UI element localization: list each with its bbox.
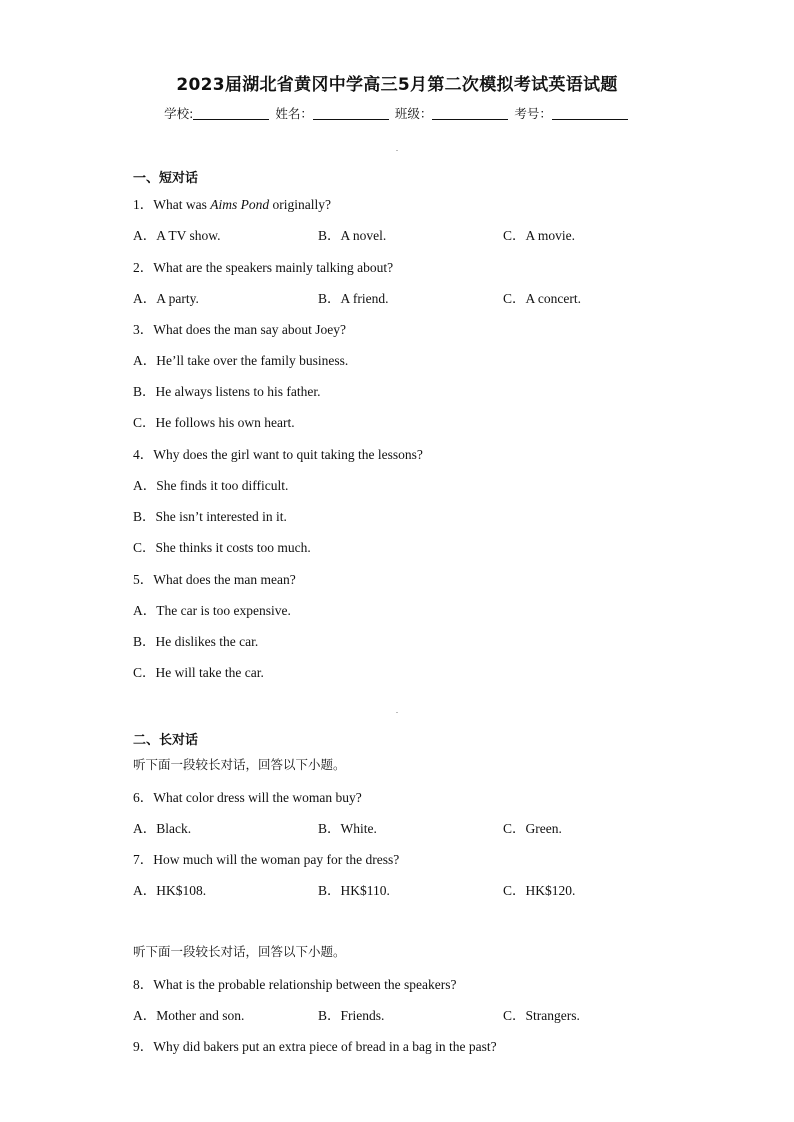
q6-option-c: C．Green. <box>503 821 562 836</box>
q3-option-b: B．He always listens to his father. <box>133 384 321 399</box>
q5-option-c: C．He will take the car. <box>133 665 264 680</box>
q8-option-c: C．Strangers. <box>503 1008 580 1023</box>
q5-option-a: A．The car is too expensive. <box>133 603 291 618</box>
q1-stem-em: Aims Pond <box>210 197 270 212</box>
name-blank[interactable] <box>313 107 389 120</box>
question-2-stem: 2．What are the speakers mainly talking about? <box>133 260 394 275</box>
q2-option-b: B．A friend. <box>318 291 389 306</box>
q3-option-a: A．He’ll take over the family business. <box>133 353 349 368</box>
student-info-line <box>0 104 794 122</box>
question-9-stem: 9．Why did bakers put an extra piece of bread in a bag in the past? <box>133 1039 497 1054</box>
divider-dot <box>396 150 398 151</box>
q2-option-c: C．A concert. <box>503 291 581 306</box>
section-heading-short: 一、短对话 <box>133 171 199 186</box>
section-heading-long: 二、长对话 <box>133 733 199 748</box>
q6-option-a: A．Black. <box>133 821 192 836</box>
q1-option-b: B．A novel. <box>318 228 387 243</box>
question-6-stem: 6．What color dress will the woman buy? <box>133 790 362 805</box>
q7-option-a: A．HK$108. <box>133 883 207 898</box>
q4-option-b: B．She isn’t interested in it. <box>133 509 287 524</box>
page-title: 2023届湖北省黄冈中学高三5月第二次模拟考试英语试题 <box>176 75 618 95</box>
class-label: 班级： <box>394 106 433 121</box>
long-instruction-1: 听下面一段较长对话，回答以下小题。 <box>133 757 346 772</box>
q4-option-a: A．She finds it too difficult. <box>133 478 289 493</box>
q8-option-b: B．Friends. <box>318 1008 385 1023</box>
q7-option-b: B．HK$110. <box>318 883 390 898</box>
q1-option-a: A．A TV show. <box>133 228 221 243</box>
q1-stem-pre: 1．What was <box>133 197 211 212</box>
question-7-stem: 7．How much will the woman pay for the dress? <box>133 852 400 867</box>
long-instruction-2: 听下面一段较长对话，回答以下小题。 <box>133 944 346 959</box>
divider-dot <box>396 712 398 713</box>
question-1-stem <box>133 193 331 213</box>
q1-stem-post: originally? <box>269 197 331 212</box>
school-blank[interactable] <box>193 107 269 120</box>
q8-option-a: A．Mother and son. <box>133 1008 245 1023</box>
id-blank[interactable] <box>552 107 628 120</box>
q2-option-a: A．A party. <box>133 291 199 306</box>
school-label: 学校: <box>164 106 194 121</box>
q3-option-c: C．He follows his own heart. <box>133 415 295 430</box>
question-3-stem: 3．What does the man say about Joey? <box>133 322 346 337</box>
question-5-stem: 5．What does the man mean? <box>133 572 296 587</box>
q7-option-c: C．HK$120. <box>503 883 576 898</box>
id-label: 考号： <box>514 106 552 121</box>
question-8-stem: 8．What is the probable relationship between the speakers? <box>133 977 457 992</box>
q4-option-c: C．She thinks it costs too much. <box>133 540 311 555</box>
q6-option-b: B．White. <box>318 821 377 836</box>
name-label: 姓名： <box>275 106 313 121</box>
class-blank[interactable] <box>432 107 508 120</box>
question-4-stem: 4．Why does the girl want to quit taking the lessons? <box>133 447 423 462</box>
q1-option-c: C．A movie. <box>503 228 576 243</box>
q5-option-b: B．He dislikes the car. <box>133 634 259 649</box>
